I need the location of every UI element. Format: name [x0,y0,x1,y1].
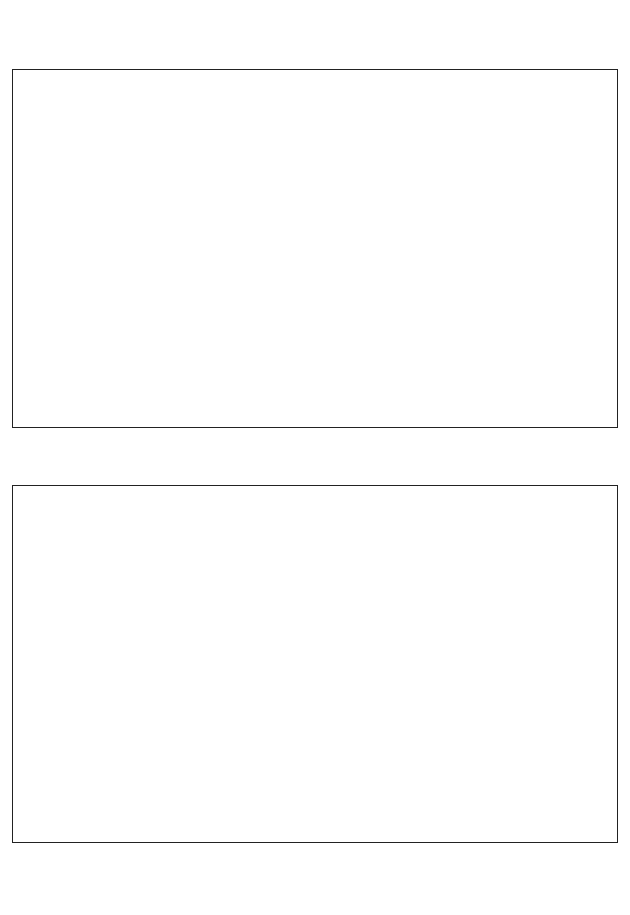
airway-table-top [12,69,618,428]
airway-table-bottom [12,485,618,843]
